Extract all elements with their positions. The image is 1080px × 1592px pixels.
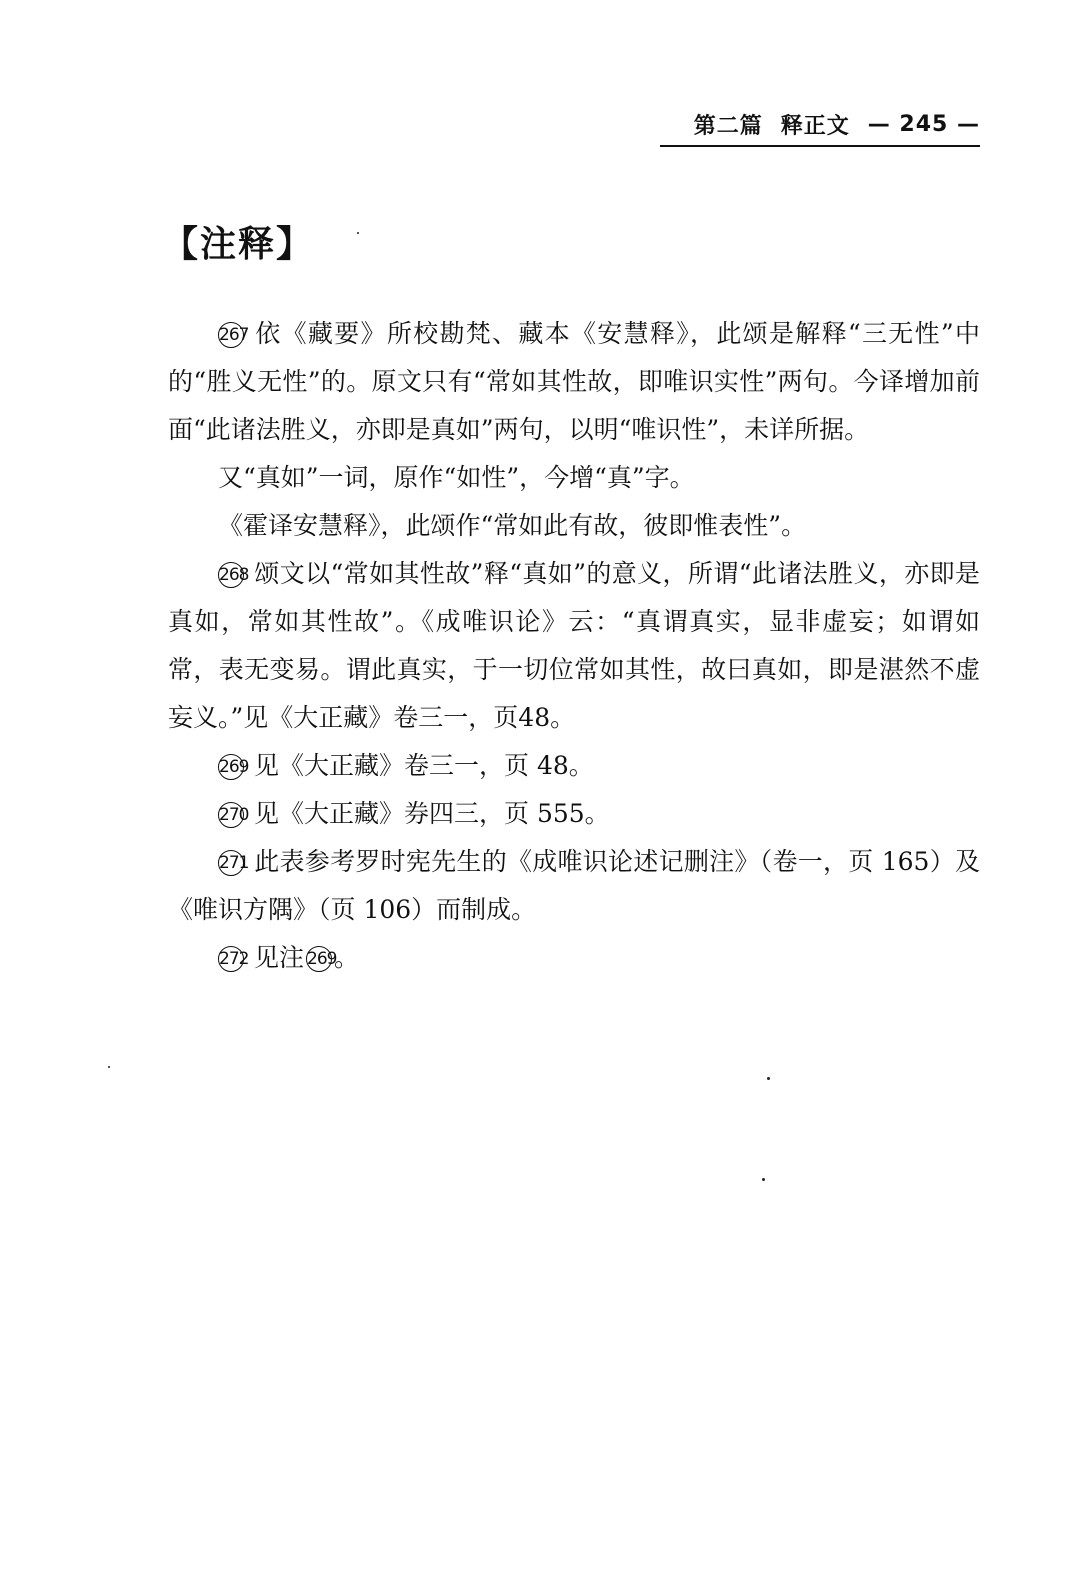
note-text-267: 依《藏要》所校勘梵、藏本《安慧释》，此颂是解释“三无性”中的“胜义无性”的。原文只有“常如其性故，即唯识实性”两句。今译增加前面“此诸法胜义，亦即是真如”两句，以明“唯识性”，未详所据。 [168,319,980,444]
scan-speck [108,1066,110,1068]
note-272 [168,934,980,982]
note-267-addendum-1 [168,454,980,502]
note-271 [168,838,980,934]
note-text-267-addendum-2: 《霍译安慧释》，此颂作“常如此有故，彼即惟表性”。 [218,511,807,540]
page-number: — 245 — [867,111,980,137]
note-text-271: 此表参考罗时宪先生的《成唯识论述记删注》（卷一，页 165）及《唯识方隅》（页 106）而制成。 [168,847,980,924]
note-number-269: 269 [218,754,244,780]
running-header [168,108,980,140]
note-text-269: 见《大正藏》卷三一，页 48。 [254,751,594,780]
header-rule [660,145,980,147]
section-title: 【注释】 [162,224,315,265]
note-267-addendum-2 [168,502,980,550]
note-text-272-tail: 。 [334,943,360,972]
header-chapter: 释正文 [780,113,850,139]
note-text-267-addendum-1: 又“真如”一词，原作“如性”，今增“真”字。 [218,463,695,492]
note-number-271: 271 [218,850,244,876]
note-ref-269: 269 [306,946,332,972]
note-text-270: 见《大正藏》券四三，页 555。 [254,799,610,828]
note-number-267: 267 [218,322,244,348]
note-text-272: 见注 [254,943,305,972]
notes-list [168,310,980,982]
note-269 [168,742,980,790]
note-268 [168,550,980,742]
note-number-270: 270 [218,802,244,828]
scan-speck [762,1178,765,1181]
scan-speck [357,232,359,234]
header-part: 第二篇 [693,113,763,139]
scan-speck [767,1077,770,1080]
note-267 [168,310,980,454]
note-number-268: 268 [218,562,244,588]
note-270 [168,790,980,838]
note-text-268: 颂文以“常如其性故”释“真如”的意义，所谓“此诸法胜义，亦即是真如，常如其性故”。《成唯识论》云：“真谓真实，显非虚妄；如谓如常，表无变易。谓此真实，于一切位常如其性，故曰真如，即是湛然不虚妄义。”见《大正藏》卷三一，页48。 [168,559,980,732]
note-number-272: 272 [218,946,244,972]
